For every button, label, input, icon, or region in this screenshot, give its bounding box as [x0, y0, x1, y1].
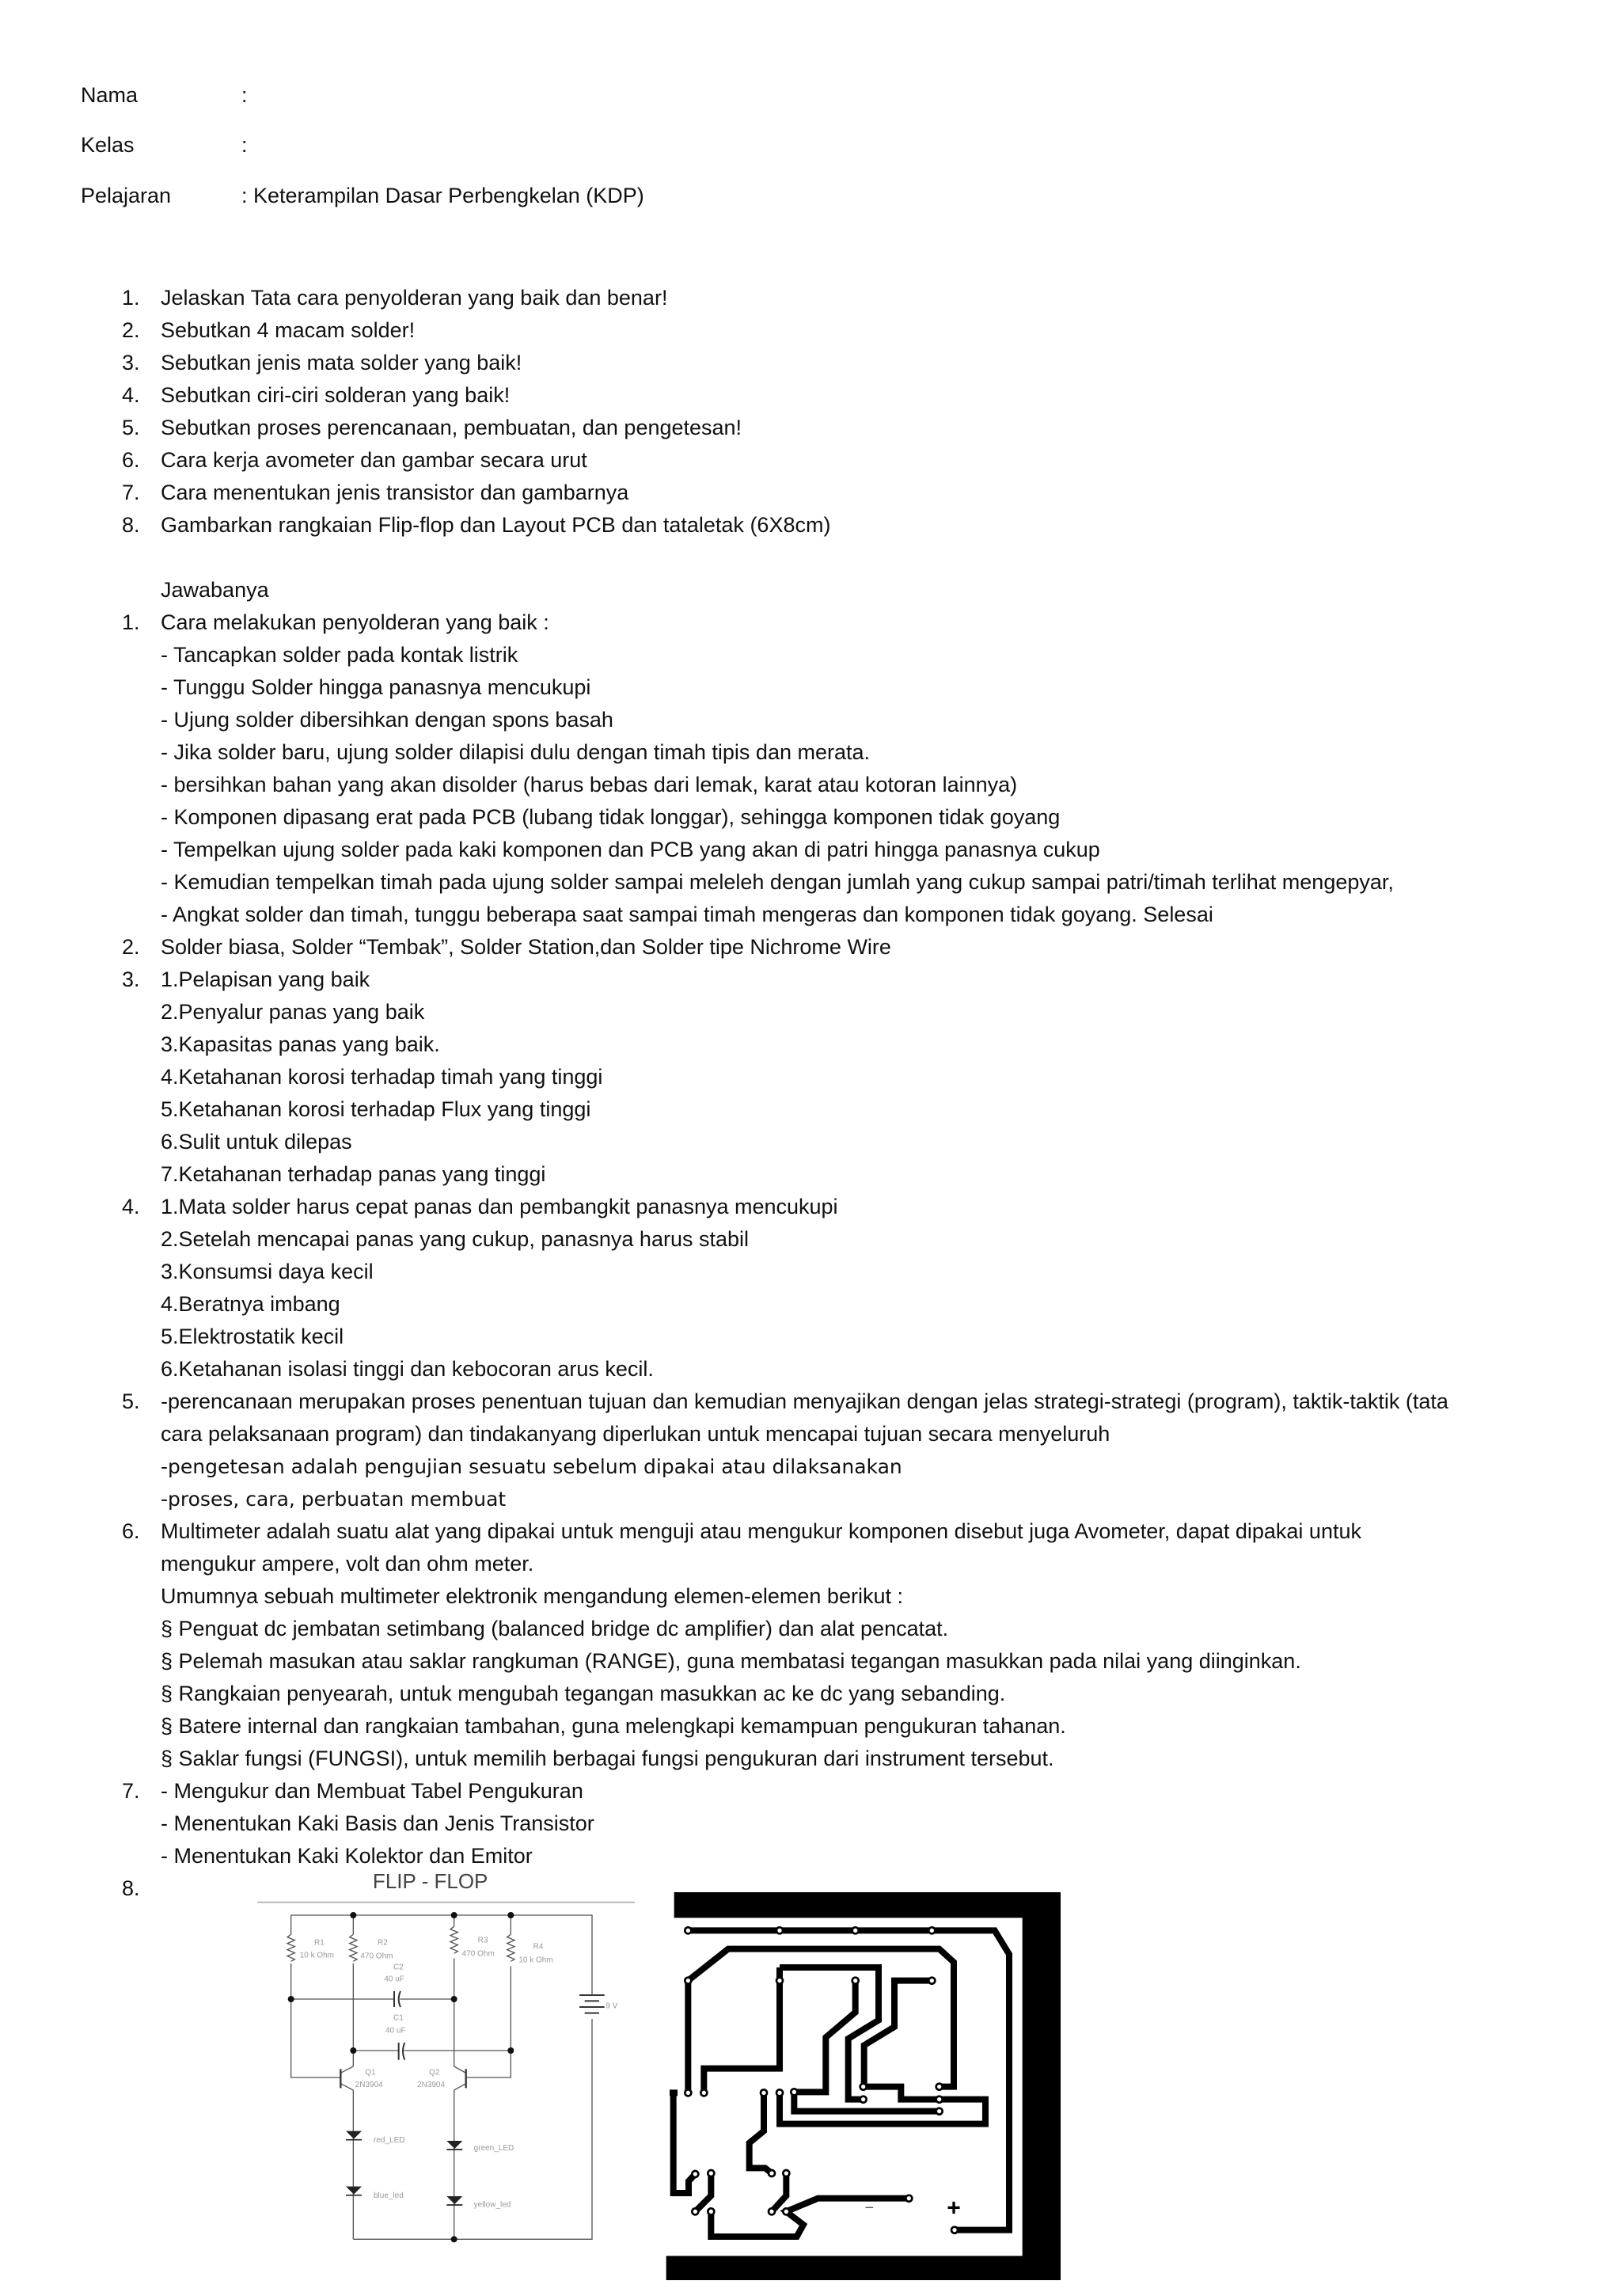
item-text: § Batere internal dan rangkaian tambahan, guna melengkapi kemampuan pengukuran tahanan. — [161, 1714, 1066, 1738]
label-r2: R2 — [378, 1938, 388, 1948]
label-q2-value: 2N3904 — [417, 2081, 446, 2089]
answer-line — [0, 1126, 1621, 1158]
label-r3-value: 470 Ohm — [461, 1949, 495, 1959]
answer-line — [0, 1256, 1621, 1288]
question-item — [0, 509, 1621, 542]
answer-line — [0, 736, 1621, 769]
answer-line — [0, 704, 1621, 736]
answer-line — [0, 1223, 1621, 1256]
item-number: 2. — [122, 318, 140, 342]
answer-item — [0, 964, 1621, 996]
answers-heading — [0, 574, 1621, 606]
answer-line — [0, 1645, 1621, 1678]
item-text: - Tunggu Solder hingga panasnya mencukupi — [161, 675, 591, 699]
answer-line — [0, 769, 1621, 801]
item-text: Solder biasa, Solder “Tembak”, Solder Station,dan Solder tipe Nichrome Wire — [161, 935, 891, 959]
document-body — [0, 282, 1621, 1905]
pcb-traces — [674, 1930, 1009, 2237]
item-number: 5. — [122, 1389, 140, 1413]
answer-line — [0, 1743, 1621, 1775]
item-number: 6. — [122, 1519, 140, 1543]
item-text: 5.Elektrostatik kecil — [161, 1325, 344, 1348]
question-item — [0, 412, 1621, 444]
pcb-minus-label: − — [864, 2199, 875, 2217]
item-text: - Tancapkan solder pada kontak listrik — [161, 643, 518, 667]
item-text: mengukur ampere, volt dan ohm meter. — [161, 1552, 534, 1576]
item-number: 7. — [122, 1779, 140, 1803]
answer-line — [0, 1093, 1621, 1126]
item-text: 1.Mata solder harus cepat panas dan pembangkit panasnya mencukupi — [161, 1195, 838, 1218]
answer-line — [0, 801, 1621, 834]
item-text: 3.Konsumsi daya kecil — [161, 1260, 374, 1283]
item-text: 4.Ketahanan korosi terhadap timah yang tinggi — [161, 1065, 603, 1089]
question-item — [0, 379, 1621, 412]
item-text: 2.Setelah mencapai panas yang cukup, panasnya harus stabil — [161, 1227, 750, 1251]
answer-item — [0, 1191, 1621, 1223]
flip-flop-schematic — [230, 1861, 673, 2296]
item-number: 3. — [122, 351, 140, 374]
item-text: Sebutkan jenis mata solder yang baik! — [161, 351, 522, 374]
answer-line — [0, 1548, 1621, 1580]
capacitor-c1 — [399, 2043, 405, 2060]
answer-item — [0, 1515, 1621, 1548]
field-value: : — [241, 133, 248, 157]
schematic-title: FLIP - FLOP — [372, 1869, 488, 1893]
answer-line — [0, 1321, 1621, 1353]
component-labels — [300, 1936, 618, 2209]
battery — [579, 1995, 605, 2013]
label-c1-value: 40 uF — [385, 2026, 406, 2036]
blank-line — [0, 542, 1621, 574]
field-label: Kelas — [81, 133, 135, 157]
question-item — [0, 314, 1621, 347]
item-text: § Penguat dc jembatan setimbang (balanced bridge dc amplifier) dan alat pencatat. — [161, 1617, 949, 1640]
item-text: -pengetesan adalah pengujian sesuatu sebelum dipakai atau dilaksanakan — [161, 1455, 902, 1478]
answer-line — [0, 671, 1621, 704]
answer-line — [0, 1418, 1621, 1450]
item-text: Gambarkan rangkaian Flip-flop dan Layout PCB dan tataletak (6X8cm) — [161, 513, 831, 537]
item-text: Umumnya sebuah multimeter elektronik mengandung elemen-elemen berikut : — [161, 1584, 903, 1608]
field-value: : Keterampilan Dasar Perbengkelan (KDP) — [241, 184, 644, 207]
item-number: 3. — [122, 967, 140, 991]
item-text: Cara kerja avometer dan gambar secara urut — [161, 448, 587, 472]
item-text: cara pelaksanaan program) dan tindakanyang diperlukan untuk mencapai tujuan secara menyeluruh — [161, 1422, 1110, 1446]
item-text: - Mengukur dan Membuat Tabel Pengukuran — [161, 1779, 583, 1803]
item-text: - Komponen dipasang erat pada PCB (lubang tidak longgar), sehingga komponen tidak goyang — [161, 805, 1061, 829]
item-text: - Jika solder baru, ujung solder dilapisi dulu dengan timah tipis dan merata. — [161, 740, 871, 764]
answer-line — [0, 1450, 1621, 1483]
item-text: 3.Kapasitas panas yang baik. — [161, 1032, 440, 1056]
item-text: 5.Ketahanan korosi terhadap Flux yang tinggi — [161, 1097, 591, 1121]
answer-line — [0, 866, 1621, 899]
answer-line — [0, 1678, 1621, 1710]
answer-line — [0, 1483, 1621, 1515]
answer-line — [0, 1613, 1621, 1645]
item-text: Multimeter adalah suatu alat yang dipakai untuk menguji atau mengukur komponen disebut juga Avometer, dapat dipakai untuk — [161, 1519, 1361, 1543]
label-q1-value: 2N3904 — [355, 2081, 383, 2089]
question-item — [0, 477, 1621, 509]
question-item — [0, 347, 1621, 379]
item-text: - Kemudian tempelkan timah pada ujung solder sampai meleleh dengan jumlah yang cukup sampai patri/timah terlihat mengepyar, — [161, 870, 1394, 894]
item-text: - Menentukan Kaki Kolektor dan Emitor — [161, 1844, 533, 1868]
answer-item — [0, 1386, 1621, 1418]
item-text: Sebutkan ciri-ciri solderan yang baik! — [161, 383, 511, 407]
item-text: Jelaskan Tata cara penyolderan yang baik dan benar! — [161, 286, 668, 310]
answer-line — [0, 899, 1621, 931]
item-number: 8. — [122, 513, 140, 537]
label-led-green: green_LED — [473, 2144, 514, 2153]
item-text: 6.Ketahanan isolasi tinggi dan kebocoran arus kecil. — [161, 1357, 654, 1381]
item-text: 1.Pelapisan yang baik — [161, 967, 370, 991]
item-text: -perencanaan merupakan proses penentuan tujuan dan kemudian menyajikan dengan jelas strategi-strategi (program), taktik-taktik (tata — [161, 1389, 1448, 1413]
item-text: Sebutkan proses perencanaan, pembuatan, dan pengetesan! — [161, 416, 742, 439]
item-text: Cara menentukan jenis transistor dan gambarnya — [161, 481, 629, 504]
item-number: 2. — [122, 935, 140, 959]
label-r4-value: 10 k Ohm — [518, 1956, 553, 1965]
label-r1: R1 — [314, 1938, 325, 1948]
item-number: 4. — [122, 1195, 140, 1218]
item-text: 6.Sulit untuk dilepas — [161, 1130, 352, 1154]
question-item — [0, 282, 1621, 314]
label-led-red: red_LED — [374, 2136, 405, 2145]
pcb-pads — [685, 1927, 958, 2233]
pcb-plus-label: + — [947, 2195, 961, 2222]
question-item — [0, 444, 1621, 477]
pcb-square-pad — [670, 2089, 678, 2096]
label-battery: 9 V — [606, 2001, 618, 2011]
item-text: 2.Penyalur panas yang baik — [161, 1000, 425, 1024]
answer-line — [0, 1288, 1621, 1321]
label-c2: C2 — [393, 1963, 404, 1972]
answer-line — [0, 996, 1621, 1028]
item-number: 8. — [122, 1876, 140, 1900]
answer-line — [0, 1580, 1621, 1613]
item-number: 7. — [122, 481, 140, 504]
label-c1: C1 — [393, 2013, 404, 2023]
label-r4: R4 — [533, 1942, 544, 1952]
answer-line — [0, 1808, 1621, 1840]
item-text: - Menentukan Kaki Basis dan Jenis Transistor — [161, 1811, 594, 1835]
item-number: 1. — [122, 610, 140, 634]
item-text: § Pelemah masukan atau saklar rangkuman (RANGE), guna membatasi tegangan masukkan pada nilai yang diinginkan. — [161, 1649, 1301, 1673]
answer-item — [0, 931, 1621, 964]
answer-item — [0, 606, 1621, 639]
field-label: Pelajaran — [81, 184, 172, 207]
item-text: Jawabanya — [161, 578, 269, 602]
pcb-layout — [665, 1892, 1156, 2296]
answer-item — [0, 1775, 1621, 1808]
label-r1-value: 10 k Ohm — [299, 1951, 335, 1960]
answer-line — [0, 1158, 1621, 1191]
answer-line — [0, 1353, 1621, 1386]
answer-line — [0, 1710, 1621, 1743]
answer-line — [0, 834, 1621, 866]
field-label: Nama — [81, 83, 139, 107]
item-text: - bersihkan bahan yang akan disolder (harus bebas dari lemak, karat atau kotoran lainnya) — [161, 773, 1018, 796]
label-led-yellow: yellow_led — [473, 2200, 511, 2210]
answer-line — [0, 639, 1621, 671]
item-number: 1. — [122, 286, 140, 310]
item-text: 7.Ketahanan terhadap panas yang tinggi — [161, 1162, 546, 1186]
answer-line — [0, 1061, 1621, 1093]
item-number: 4. — [122, 383, 140, 407]
item-text: Cara melakukan penyolderan yang baik : — [161, 610, 549, 634]
item-text: -proses, cara, perbuatan membuat — [161, 1488, 507, 1511]
item-number: 6. — [122, 448, 140, 472]
answer-line — [0, 1028, 1621, 1061]
item-text: - Angkat solder dan timah, tunggu beberapa saat sampai timah mengeras dan komponen tidak goyang. Selesai — [161, 903, 1213, 926]
item-text: - Ujung solder dibersihkan dengan spons basah — [161, 708, 613, 732]
item-text: - Tempelkan ujung solder pada kaki komponen dan PCB yang akan di patri hingga panasnya cukup — [161, 838, 1100, 861]
capacitor-c2 — [394, 1991, 401, 2007]
label-r2-value: 470 Ohm — [360, 1952, 393, 1961]
label-r3: R3 — [477, 1936, 488, 1945]
label-q1: Q1 — [365, 2068, 376, 2077]
item-number: 5. — [122, 416, 140, 439]
label-led-blue: blue_led — [374, 2191, 404, 2200]
label-c2-value: 40 uF — [384, 1975, 404, 1984]
field-value: : — [241, 83, 248, 107]
item-text: 4.Beratnya imbang — [161, 1292, 340, 1316]
item-text: § Saklar fungsi (FUNGSI), untuk memilih berbagai fungsi pengukuran dari instrument tersebut. — [161, 1747, 1054, 1770]
item-text: Sebutkan 4 macam solder! — [161, 318, 416, 342]
item-text: § Rangkaian penyearah, untuk mengubah tegangan masukkan ac ke dc yang sebanding. — [161, 1682, 1006, 1705]
label-q2: Q2 — [429, 2068, 440, 2077]
